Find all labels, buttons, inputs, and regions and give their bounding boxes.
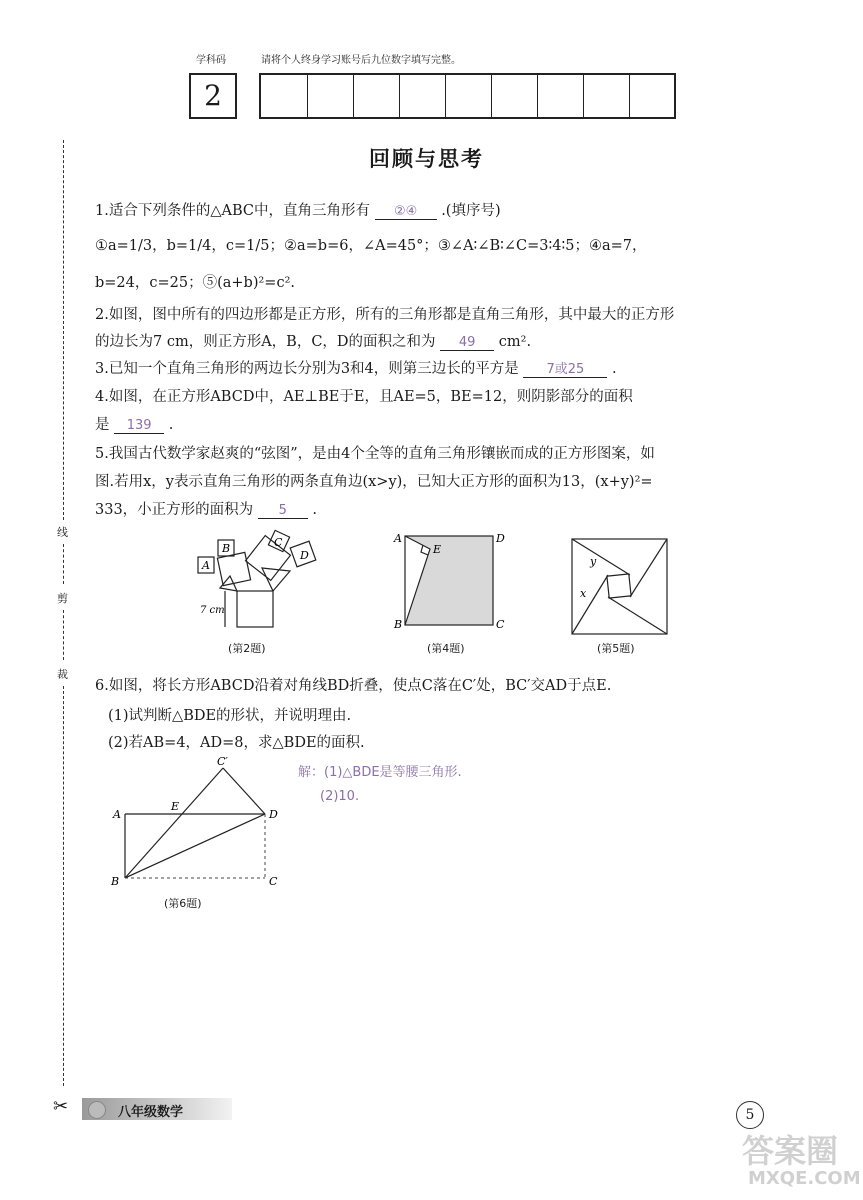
watermark-logo: 答案圈 (742, 1132, 839, 1170)
fig6-side-BC-prime (125, 768, 223, 878)
q5-line2: 图.若用x，y表示直角三角形的两条直角边(x>y)，已知大正方形的面积为13，(x+y)²= (95, 474, 653, 490)
grid-divider (307, 75, 308, 117)
fig5-hypotenuse (630, 539, 667, 597)
q4-line1: 4.如图，在正方形ABCD中，AE⊥BE于E，且AE=5，BE=12，则阴影部分的面积 (95, 389, 633, 405)
figure-6 (105, 755, 290, 895)
page-number: 5 (736, 1101, 764, 1129)
q4-line2: 是 139 . (95, 417, 174, 433)
grid-divider (583, 75, 584, 117)
q5-answer: 5 (258, 503, 308, 519)
fig6-label: D (269, 808, 278, 821)
fig6-label: B (111, 875, 120, 888)
fig6-label: A (113, 808, 121, 821)
fig2-big-square (237, 591, 273, 627)
q2-line1: 2.如图，图中所有的四边形都是正方形，所有的三角形都是直角三角形，其中最大的正方形 (95, 307, 675, 323)
grid-divider (491, 75, 492, 117)
fig5-hypotenuse (572, 575, 608, 634)
q5-line1: 5.我国古代数学家赵爽的“弦图”，是由4个全等的直角三角形镶嵌而成的正方形图案，如 (95, 446, 655, 462)
cut-line-mid2 (63, 610, 64, 660)
scissors-icon: ✂ (53, 1096, 69, 1117)
q1-line2: ①a=1/3，b=1/4，c=1/5；②a=b=6，∠A=45°；③∠A∶∠B∶∠C=3∶4∶5；④a=7， (95, 238, 647, 254)
grid-divider (399, 75, 400, 117)
subject-code-label: 学科码 (196, 55, 226, 66)
fig5-small-square (607, 574, 631, 598)
fig6-label: C (269, 875, 278, 888)
fig6-side-C-prime-D (223, 768, 265, 814)
fig5-label: x (580, 587, 587, 600)
figure-5 (568, 535, 673, 640)
cut-label-cai: 裁 (57, 668, 68, 681)
q6-answer-2: (2)10. (320, 789, 360, 804)
account-number-grid[interactable] (259, 73, 676, 119)
q3-answer: 7或25 (523, 358, 607, 378)
q5-line3: 333，小正方形的面积为 5 . (95, 502, 318, 518)
fig4-label: C (496, 618, 505, 631)
watermark-site: MXQE.COM (748, 1168, 861, 1189)
fig2-square-right-mid (246, 536, 291, 581)
fig2-label: C (274, 536, 283, 549)
q1-line1: 1.适合下列条件的△ABC中，直角三角形有 ②④ .(填序号) (95, 203, 501, 219)
q6-answer-1: 解：(1)△BDE是等腰三角形. (298, 765, 462, 780)
fig4-label: B (394, 618, 403, 631)
cut-line-mid (63, 544, 64, 584)
fig4-label: A (394, 532, 402, 545)
fig5-label: y (590, 555, 597, 568)
cut-line-bottom (63, 686, 64, 1086)
account-instruction: 请将个人终身学习账号后九位数字填写完整。 (261, 55, 461, 66)
footer-decor-icon (88, 1101, 106, 1119)
cut-label-xian: 线 (57, 526, 68, 539)
fig4-label: E (433, 543, 442, 556)
fig2-caption: (第2题) (228, 642, 266, 655)
fig4-shaded-region (405, 536, 493, 625)
fig6-diagonal-BD (125, 814, 265, 878)
q4-answer: 139 (114, 418, 164, 434)
q3-line: 3.已知一个直角三角形的两边长分别为3和4，则第三边长的平方是 7或25 . (95, 357, 617, 378)
grid-divider (445, 75, 446, 117)
fig2-dimension-label: 7 cm (200, 605, 225, 616)
fig6-label: E (171, 800, 180, 813)
grid-divider (537, 75, 538, 117)
fig2-label: B (222, 542, 231, 555)
fig5-hypotenuse (572, 539, 630, 575)
fig4-label: D (496, 532, 505, 545)
cut-label-jian: 剪 (57, 592, 68, 605)
fig2-label: D (300, 549, 309, 562)
fig6-caption: (第6题) (164, 897, 202, 910)
q2-line2: 的边长为7 cm，则正方形A，B，C，D的面积之和为 49 cm². (95, 334, 532, 350)
fig2-square-left-mid (217, 552, 250, 585)
fig4-caption: (第4题) (427, 642, 465, 655)
fig5-caption: (第5题) (597, 642, 635, 655)
fig5-hypotenuse (608, 597, 667, 634)
grid-divider (353, 75, 354, 117)
footer-book-title: 八年级数学 (118, 1105, 184, 1120)
fig2-triangle (262, 568, 290, 591)
fig5-big-square (572, 539, 667, 634)
figure-4 (390, 528, 510, 638)
q2-answer: 49 (440, 335, 494, 351)
fig2-label: A (202, 559, 210, 572)
subject-code-value: 2 (204, 79, 222, 112)
q1-line3: b=24，c=25；⑤(a+b)²=c². (95, 275, 295, 291)
q6-line3: (2)若AB=4，AD=8，求△BDE的面积. (108, 735, 365, 751)
cut-line-top (63, 140, 64, 520)
q6-line2: (1)试判断△BDE的形状，并说明理由. (108, 708, 352, 724)
grid-divider (629, 75, 630, 117)
subject-code-box[interactable] (189, 73, 237, 119)
q1-answer: ②④ (375, 204, 437, 220)
fig6-label: C′ (217, 755, 228, 768)
q6-line1: 6.如图，将长方形ABCD沿着对角线BD折叠，使点C落在C′处，BC′交AD于点E. (95, 678, 612, 694)
figure-2 (190, 528, 340, 658)
page-title: 回顾与思考 (369, 146, 484, 171)
